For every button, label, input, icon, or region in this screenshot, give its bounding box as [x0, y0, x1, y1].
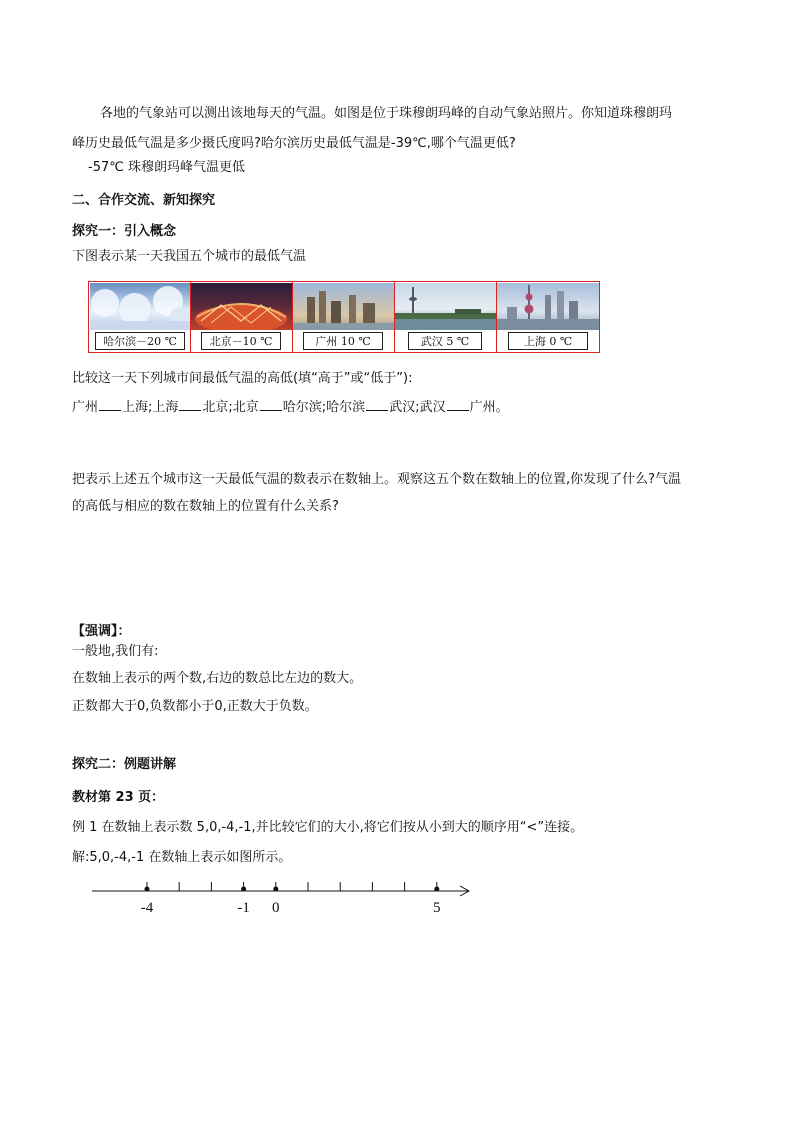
- textbook-reference: 教材第 23 页：: [72, 790, 165, 805]
- city-photo-strip: [88, 281, 600, 353]
- blank-1[interactable]: [99, 396, 121, 411]
- city-caption-beijing: 北京－10 ℃: [201, 332, 281, 350]
- city-caption-wuhan: 武汉 5 ℃: [408, 332, 482, 350]
- city-caption-harbin: 哈尔滨－20 ℃: [95, 332, 185, 350]
- intro-line-1: 各地的气象站可以测出该地每天的气温。如图是位于珠穆朗玛峰的自动气象站照片。你知道珠穆朗玛: [100, 106, 673, 121]
- number-line-label: -4: [140, 900, 154, 916]
- question-line-2: 的高低与相应的数在数轴上的位置有什么关系?: [72, 499, 339, 514]
- city-caption-guangzhou: 广州 10 ℃: [303, 332, 383, 350]
- fill-text: 哈尔滨;哈尔滨: [282, 400, 366, 415]
- city-caption-shanghai: 上海 0 ℃: [508, 332, 588, 350]
- blank-3[interactable]: [260, 396, 282, 411]
- question-line-1: 把表示上述五个城市这一天最低气温的数表示在数轴上。观察这五个数在数轴上的位置,你发现了什么?气温: [72, 472, 682, 487]
- number-line-label: 0: [272, 900, 280, 916]
- guangzhou-skyline-image: [293, 283, 394, 330]
- shanghai-photo: [497, 283, 599, 330]
- strip-divider: [292, 282, 293, 352]
- fill-text: 广州: [72, 400, 99, 415]
- solution-text: 解:5,0,-4,-1 在数轴上表示如图所示。: [72, 850, 292, 865]
- number-line-point: [145, 887, 150, 892]
- emphasis-line-2: 在数轴上表示的两个数,右边的数总比左边的数大。: [72, 671, 363, 686]
- strip-divider: [394, 282, 395, 352]
- intro-line-2: 峰历史最低气温是多少摄氏度吗?哈尔滨历史最低气温是-39℃,哪个气温更低?: [72, 136, 516, 151]
- number-line-label: -1: [237, 900, 250, 916]
- emphasis-line-3: 正数都大于0,负数都小于0,正数大于负数。: [72, 699, 318, 714]
- harbin-photo: [90, 283, 190, 330]
- fill-text: 上海;上海: [122, 400, 179, 415]
- compare-prompt: 比较这一天下列城市间最低气温的高低(填“高于”或“低于”):: [72, 371, 413, 386]
- blank-4[interactable]: [366, 396, 388, 411]
- wuhan-scene-image: [395, 283, 496, 330]
- number-line-point: [241, 887, 246, 892]
- shanghai-skyline-image: [497, 283, 599, 330]
- blank-2[interactable]: [179, 396, 201, 411]
- blank-5[interactable]: [447, 396, 469, 411]
- number-line-point: [434, 887, 439, 892]
- emphasis-line-1: 一般地,我们有:: [72, 644, 159, 659]
- fill-text: 武汉;武汉: [389, 400, 446, 415]
- number-line-point: [273, 887, 278, 892]
- wuhan-photo: [395, 283, 496, 330]
- birds-nest-image: [191, 283, 292, 330]
- example-text: 例 1 在数轴上表示数 5,0,-4,-1,并比较它们的大小,将它们按从小到大的顺序用“<”连接。: [72, 820, 584, 835]
- emphasis-title: 【强调】：: [72, 624, 131, 639]
- intro-answer: -57℃ 珠穆朗玛峰气温更低: [88, 160, 245, 175]
- number-line: [0, 870, 794, 910]
- guangzhou-photo: [293, 283, 394, 330]
- section-2-title: 二、合作交流、新知探究: [72, 193, 216, 208]
- explore-2-title: 探究二：例题讲解: [72, 757, 177, 772]
- strip-divider: [190, 282, 191, 352]
- fill-text: 北京;北京: [202, 400, 259, 415]
- fill-text: 广州。: [469, 400, 509, 415]
- number-line-label: 5: [433, 900, 441, 916]
- frost-tree-image: [90, 283, 190, 330]
- explore-1-title: 探究一：引入概念: [72, 224, 177, 239]
- beijing-photo: [191, 283, 292, 330]
- explore-1-desc: 下图表示某一天我国五个城市的最低气温: [72, 249, 307, 264]
- compare-fill-line: [72, 396, 732, 418]
- strip-divider: [496, 282, 497, 352]
